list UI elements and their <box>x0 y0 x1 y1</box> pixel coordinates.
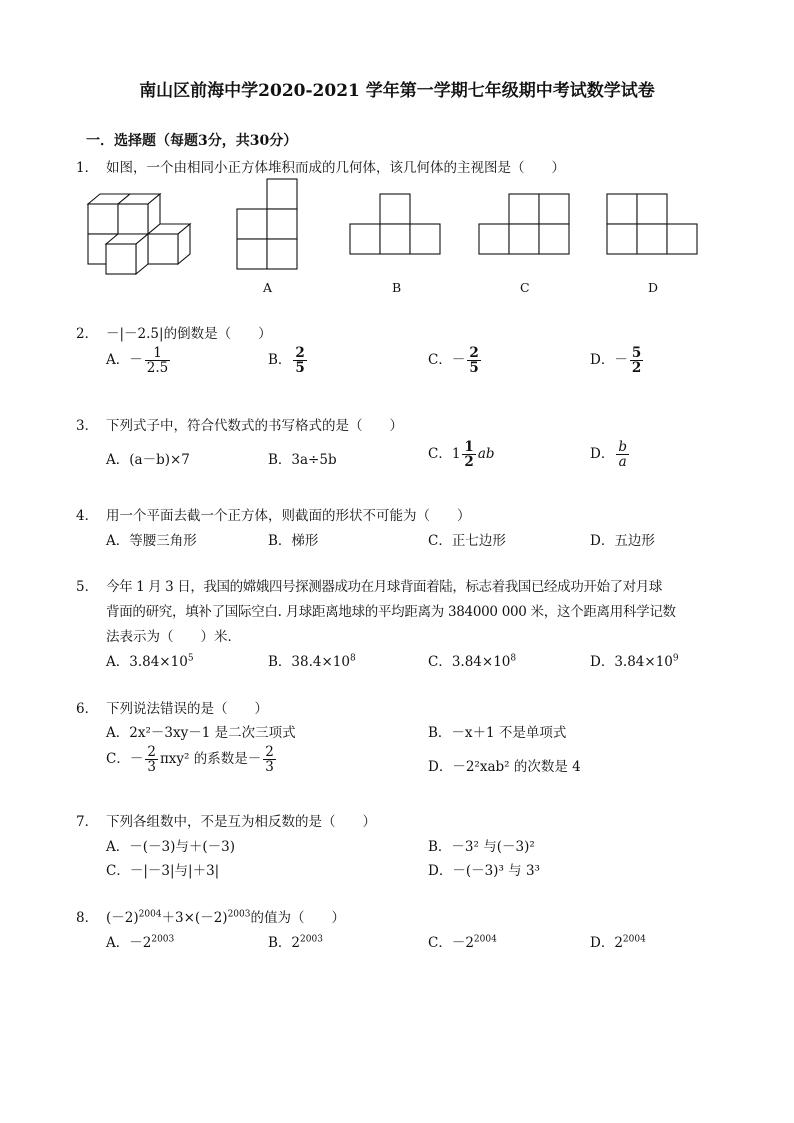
option-d: D．$2^{2004}$ <box>590 934 646 951</box>
option-a: A．－(－3)与＋(－3) <box>106 839 235 855</box>
question-stem: $(-2)^{2004}+3\times(-2)^{2003}$的值为（ ） <box>106 909 345 926</box>
option-b: B． $\frac{2}{5}$ <box>268 345 305 377</box>
option-d: D．－(－3)³ 与 3³ <box>428 863 540 879</box>
question-number: 5． <box>76 579 99 595</box>
option-b: B．$38.4\times 10^8$ <box>268 653 356 670</box>
option-b: B．梯形 <box>268 533 319 549</box>
option-d: D．－2²xab² 的次数是 4 <box>428 759 581 775</box>
option-a-figure <box>236 178 298 270</box>
question-number: 6． <box>76 701 99 717</box>
question-stem: 如图，一个由相同小正方体堆积而成的几何体，该几何体的主视图是（ ） <box>106 160 565 176</box>
option-b-figure <box>349 193 441 255</box>
option-c: C．1 $\frac{1}{2}$ ab <box>428 439 495 471</box>
question-number: 7． <box>76 814 99 830</box>
option-d: D．$3.84\times 10^9$ <box>590 653 679 670</box>
option-b: B．－x＋1 不是单项式 <box>428 725 567 741</box>
question-stem-line1: 今年 1 月 3 日，我国的嫦娥四号探测器成功在月球背面着陆，标志着我国已经成功开始了对月球 <box>106 579 662 595</box>
option-c-figure <box>478 193 570 255</box>
option-a: A．(a－b)×7 <box>106 452 190 468</box>
question-stem: 用一个平面去截一个正方体，则截面的形状不可能为（ ） <box>106 508 471 524</box>
option-d-label: D <box>648 280 659 295</box>
option-d-figure <box>606 193 698 255</box>
option-a: A．$3.84\times 10^5$ <box>106 653 194 670</box>
question-stem: 下列各组数中，不是互为相反数的是（ ） <box>106 814 376 830</box>
question-number: 4． <box>76 508 99 524</box>
option-d: D． $\frac{b}{a}$ <box>590 439 627 471</box>
option-c: C．$-2^{2004}$ <box>428 934 497 951</box>
option-d: D．－ $\frac{5}{2}$ <box>590 345 642 377</box>
option-a-label: A <box>263 280 273 295</box>
option-b: B．－3² 与(－3)² <box>428 839 535 855</box>
option-a: A．－ $\frac{1}{2.5}$ <box>106 345 169 377</box>
option-c: C．－ $\frac{2}{5}$ <box>428 345 479 377</box>
option-c-label: C <box>520 280 530 295</box>
question-number: 8． <box>76 910 99 926</box>
question-stem-line3: 法表示为（ ）米． <box>106 629 241 645</box>
option-b: B．3a÷5b <box>268 452 337 468</box>
question-stem-line2: 背面的研究，填补了国际空白. 月球距离地球的平均距离为 384000 000 米，这个距离用科学记数 <box>106 604 676 620</box>
option-a: A．2x²－3xy－1 是二次三项式 <box>106 725 296 741</box>
cube-stack-figure <box>86 192 196 274</box>
option-b-label: B <box>392 280 402 295</box>
exam-title: 南山区前海中学2020-2021 学年第一学期七年级期中考试数学试卷 <box>139 81 655 101</box>
option-c: C．－|－3|与|＋3| <box>106 863 220 879</box>
option-c: C．$3.84\times 10^8$ <box>428 653 517 670</box>
option-a: A．$-2^{2003}$ <box>106 934 175 951</box>
section-heading: 一．选择题（每题3分，共30分） <box>86 133 298 149</box>
question-number: 2． <box>76 326 99 342</box>
question-stem: 下列说法错误的是（ ） <box>106 701 268 717</box>
option-a: A．等腰三角形 <box>106 533 197 549</box>
option-b: B．$2^{2003}$ <box>268 934 323 951</box>
question-number: 1． <box>76 160 99 176</box>
question-stem: －|－2.5|的倒数是（ ） <box>106 326 272 342</box>
question-number: 3． <box>76 418 99 434</box>
question-stem: 下列式子中，符合代数式的书写格式的是（ ） <box>106 418 403 434</box>
option-c: C．正七边形 <box>428 533 506 549</box>
option-c: C．－ $\frac{2}{3}$ πxy² 的系数是－ $\frac{2}{3}$ <box>106 744 274 776</box>
option-d: D．五边形 <box>590 533 655 549</box>
